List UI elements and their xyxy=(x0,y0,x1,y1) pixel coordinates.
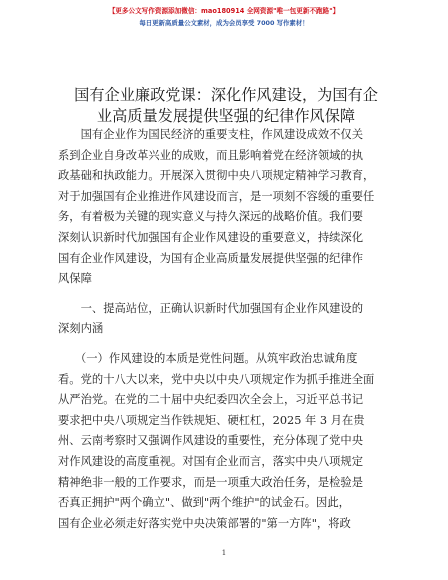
paragraph-spacer xyxy=(58,340,390,349)
text-line: 系到企业自身改革兴业的成败，而且影响着党在经济领域的执 xyxy=(58,148,364,162)
text-line: 看。党的十八大以来，党中央以中央八项规定作为抓手推进全面 xyxy=(58,372,375,386)
text-line: 精神绝非一般的工作要求，而是一项重大政治任务，是检验是 xyxy=(58,475,364,489)
text-line: 务，有着极为关键的现实意义与持久深远的战略价值。我们要 xyxy=(58,210,364,224)
text-line: 国有企业作风建设，为国有企业高质量发展提供坚强的纪律作 xyxy=(58,251,364,265)
text-line: 州、云南考察时又强调作风建设的重要性，充分体现了党中央 xyxy=(58,434,364,448)
text-line: 一、提高站位，正确认识新时代加强国有企业作风建设的 xyxy=(58,301,364,315)
text-line: 政基础和执政能力。开展深入贯彻中央八项规定精神学习教育， xyxy=(58,169,375,183)
document-title xyxy=(58,85,394,127)
text-line: 国有企业必须走好落实党中央决策部署的"第一方阵"，将政 xyxy=(58,516,351,530)
paragraph-party-spirit xyxy=(58,349,390,534)
text-line: 从严治党。在党的二十届中央纪委四次全会上，习近平总书记 xyxy=(58,393,364,407)
text-line: （一）作风建设的本质是党性问题。从筑牢政治忠诚角度 xyxy=(58,351,358,365)
text-line: 深刻内涵 xyxy=(58,322,104,336)
text-line: 国有企业作为国民经济的重要支柱，作风建设成效不仅关 xyxy=(58,128,364,141)
page-number: 1 xyxy=(221,549,227,557)
document-body xyxy=(58,125,390,534)
promo-banner-line-2: 每日更新高质量公文素材，成为会员享受 7000 写作素材！ xyxy=(139,19,309,27)
text-line: 深刻认识新时代加强国有企业作风建设的重要意义，持续深化 xyxy=(58,230,364,244)
promo-banner xyxy=(0,5,448,29)
title-line-2: 业高质量发展提供坚强的纪律作风保障 xyxy=(96,107,356,125)
title-line-1: 国有企业廉政党课：深化作风建设，为国有企 xyxy=(74,86,378,104)
text-line: 对于加强国有企业推进作风建设而言，是一项刻不容缓的重要任 xyxy=(58,189,375,203)
paragraph-intro xyxy=(58,125,390,290)
text-line: 否真正拥护"两个确立"、做到"两个维护"的试金石。因此， xyxy=(58,496,350,510)
text-line: 风保障 xyxy=(58,272,92,286)
promo-banner-line-1: 【更多公文写作资源添加微信：mao180914 全网资源"唯一包更新不跑路"】 xyxy=(108,7,340,15)
text-line: 要求把中央八项规定当作铁规矩、硬杠杠，2025 年 3 月在贵 xyxy=(58,413,365,427)
paragraph-spacer xyxy=(58,290,390,299)
text-line: 对作风建设的高度重视。对国有企业而言，落实中央八项规定 xyxy=(58,454,364,468)
section-heading-1 xyxy=(58,299,390,340)
